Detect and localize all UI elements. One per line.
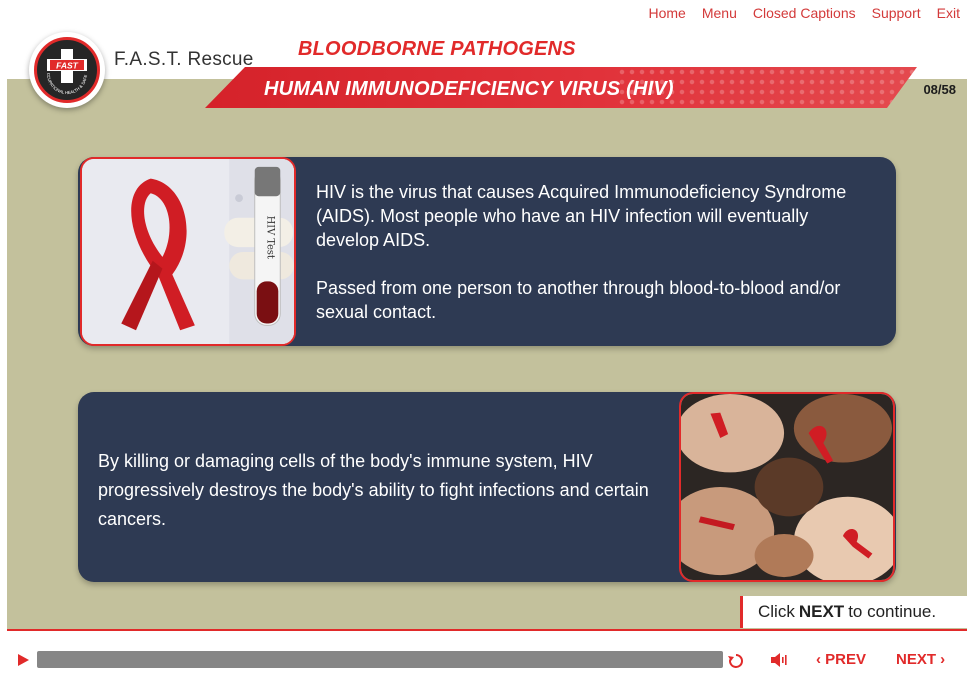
card1-paragraph-2: Passed from one person to another through blood-to-blood and/or sexual contact. — [316, 278, 841, 322]
divider — [7, 629, 967, 631]
next-button[interactable]: NEXT › — [896, 651, 946, 668]
card2-paragraph: By killing or damaging cells of the body's immune system, HIV progressively destroys the body's ability to fight infections and certain cancers. — [98, 451, 649, 529]
volume-icon[interactable] — [770, 652, 788, 668]
continue-next-emphasis: NEXT — [798, 602, 845, 621]
logo-badge — [34, 37, 100, 103]
prev-button[interactable]: ‹ PREV — [816, 651, 867, 668]
continue-prompt — [740, 596, 967, 628]
brand-name: F.A.S.T. Rescue — [114, 49, 254, 70]
tube-label: HIV Test — [264, 215, 276, 259]
nav-exit-link[interactable]: Exit — [936, 5, 960, 21]
section-title: BLOODBORNE PATHOGENS — [298, 38, 576, 60]
nav-home-link[interactable]: Home — [648, 5, 686, 21]
replay-icon[interactable] — [727, 652, 745, 670]
nav-support-link[interactable]: Support — [871, 5, 921, 21]
slide-title: HUMAN IMMUNODEFICIENCY VIRUS (HIV) — [264, 78, 674, 100]
continue-suffix: to continue. — [848, 602, 937, 621]
hands-ribbons-image — [679, 392, 895, 582]
logo-cross-icon — [41, 44, 93, 96]
play-icon[interactable] — [18, 654, 29, 666]
nav-menu-link[interactable]: Menu — [701, 5, 737, 21]
slide-counter: 08/58 — [923, 82, 956, 97]
logo — [29, 32, 105, 108]
top-nav — [648, 5, 960, 21]
continue-prefix: Click — [758, 602, 795, 621]
logo-ring-text: CCUPATIONAL HEALTH & SAFE — [45, 72, 89, 96]
logo-text: FAST — [56, 60, 78, 71]
hiv-test-image — [80, 157, 296, 346]
progress-bar[interactable] — [37, 651, 723, 668]
card1-paragraph-1: HIV is the virus that causes Acquired Immunodeficiency Syndrome (AIDS). Most people who have an HIV infection will eventually develop AIDS. — [316, 182, 847, 250]
nav-closed-captions-link[interactable]: Closed Captions — [752, 5, 856, 21]
